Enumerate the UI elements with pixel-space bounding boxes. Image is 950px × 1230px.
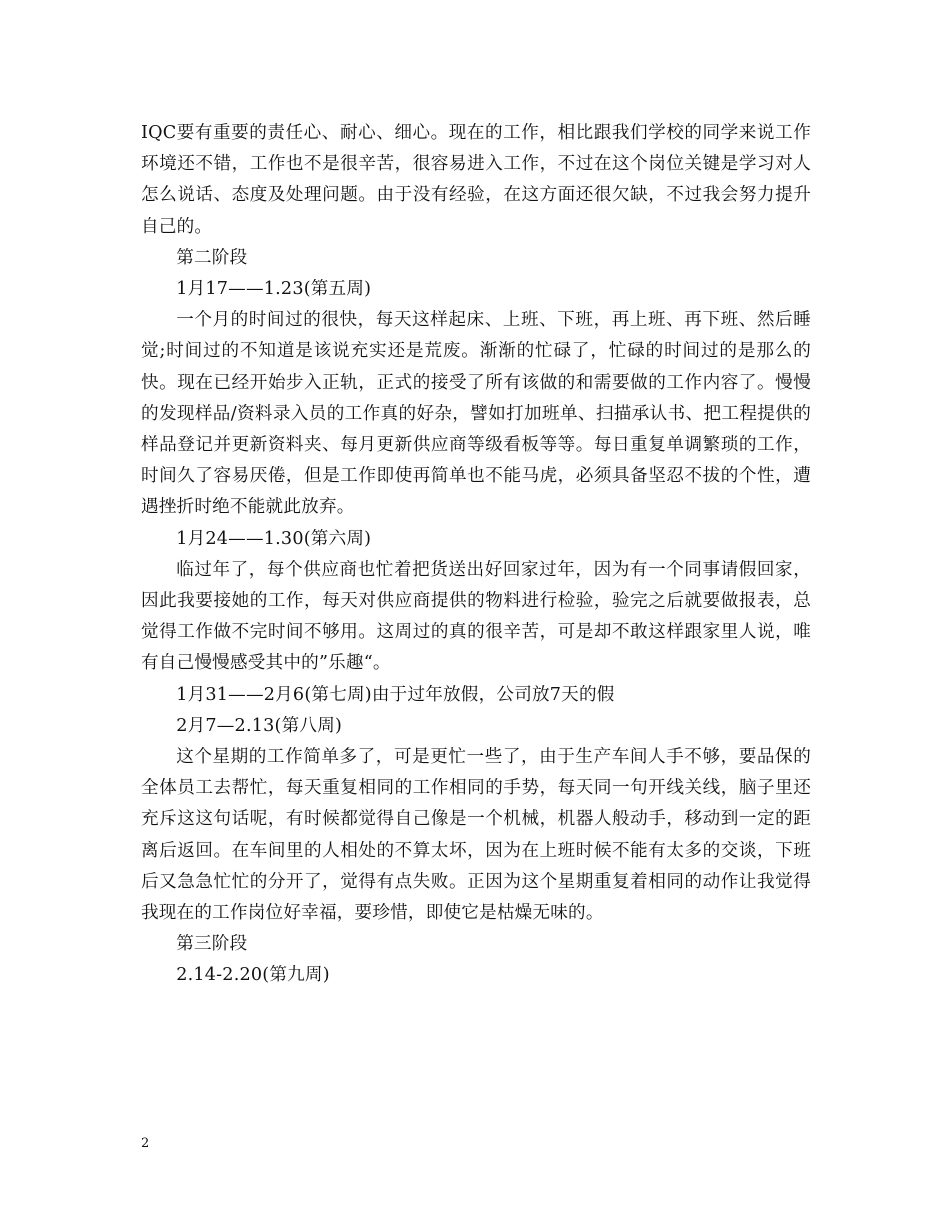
paragraph-week-six: 临过年了，每个供应商也忙着把货送出好回家过年，因为有一个同事请假回家，因此我要接她的工作，每天对供应商提供的物料进行检验，验完之后就要做报表，总觉得工作做不完时间不够用。这周过的真的很辛苦，可是却不敢这样跟家里人说，唯有自己慢慢感受其中的”乐趣“。: [141, 559, 811, 674]
week-heading-eight: 2月7—2.13(第八周): [176, 715, 343, 736]
section-heading-stage-three: 第三阶段: [176, 934, 248, 955]
paragraph-week-five: 一个月的时间过的很快，每天这样起床、上班、下班，再上班、再下班、然后睡觉;时间过的不知道是该说充实还是荒废。渐渐的忙碌了，忙碌的时间过的是那么的快。现在已经开始步入正轨，正式的接受了所有该做的和需要做的工作内容了。慢慢的发现样品/资料录入员的工作真的好杂，譬如打加班单、扫描承认书、把工程提供的样品登记并更新资料夹、每月更新供应商等级看板等等。每日重复单调繁琐的工作，时间久了容易厌倦，但是工作即使再简单也不能马虎，必须具备坚忍不拔的个性，遭遇挫折时绝不能就此放弃。: [141, 310, 811, 518]
page-number: 2: [141, 1136, 150, 1151]
section-heading-stage-two: 第二阶段: [176, 247, 248, 268]
week-heading-six: 1月24——1.30(第六周): [176, 528, 372, 549]
paragraph-iqc-responsibility: IQC要有重要的责任心、耐心、细心。现在的工作，相比跟我们学校的同学来说工作环境还不错，工作也不是很辛苦，很容易进入工作，不过在这个岗位关键是学习对人怎么说话、态度及处理问题。由于没有经验，在这方面还很欠缺，不过我会努力提升自己的。: [141, 123, 811, 237]
week-heading-seven: 1月31——2月6(第七周)由于过年放假，公司放7天的假: [176, 684, 615, 705]
document-body: [141, 118, 811, 992]
week-heading-five: 1月17——1.23(第五周): [176, 279, 372, 300]
paragraph-week-eight: 这个星期的工作简单多了，可是更忙一些了，由于生产车间人手不够，要品保的全体员工去帮忙，每天重复相同的工作相同的手势，每天同一句开线关线，脑子里还充斥这这句话呢，有时候都觉得自己像是一个机械，机器人般动手，移动到一定的距离后返回。在车间里的人相处的不算太坏，因为在上班时候不能有太多的交谈，下班后又急急忙忙的分开了，觉得有点失败。正因为这个星期重复着相同的动作让我觉得我现在的工作岗位好幸福，要珍惜，即使它是枯燥无味的。: [141, 747, 811, 924]
week-heading-nine: 2.14-2.20(第九周): [176, 965, 330, 986]
